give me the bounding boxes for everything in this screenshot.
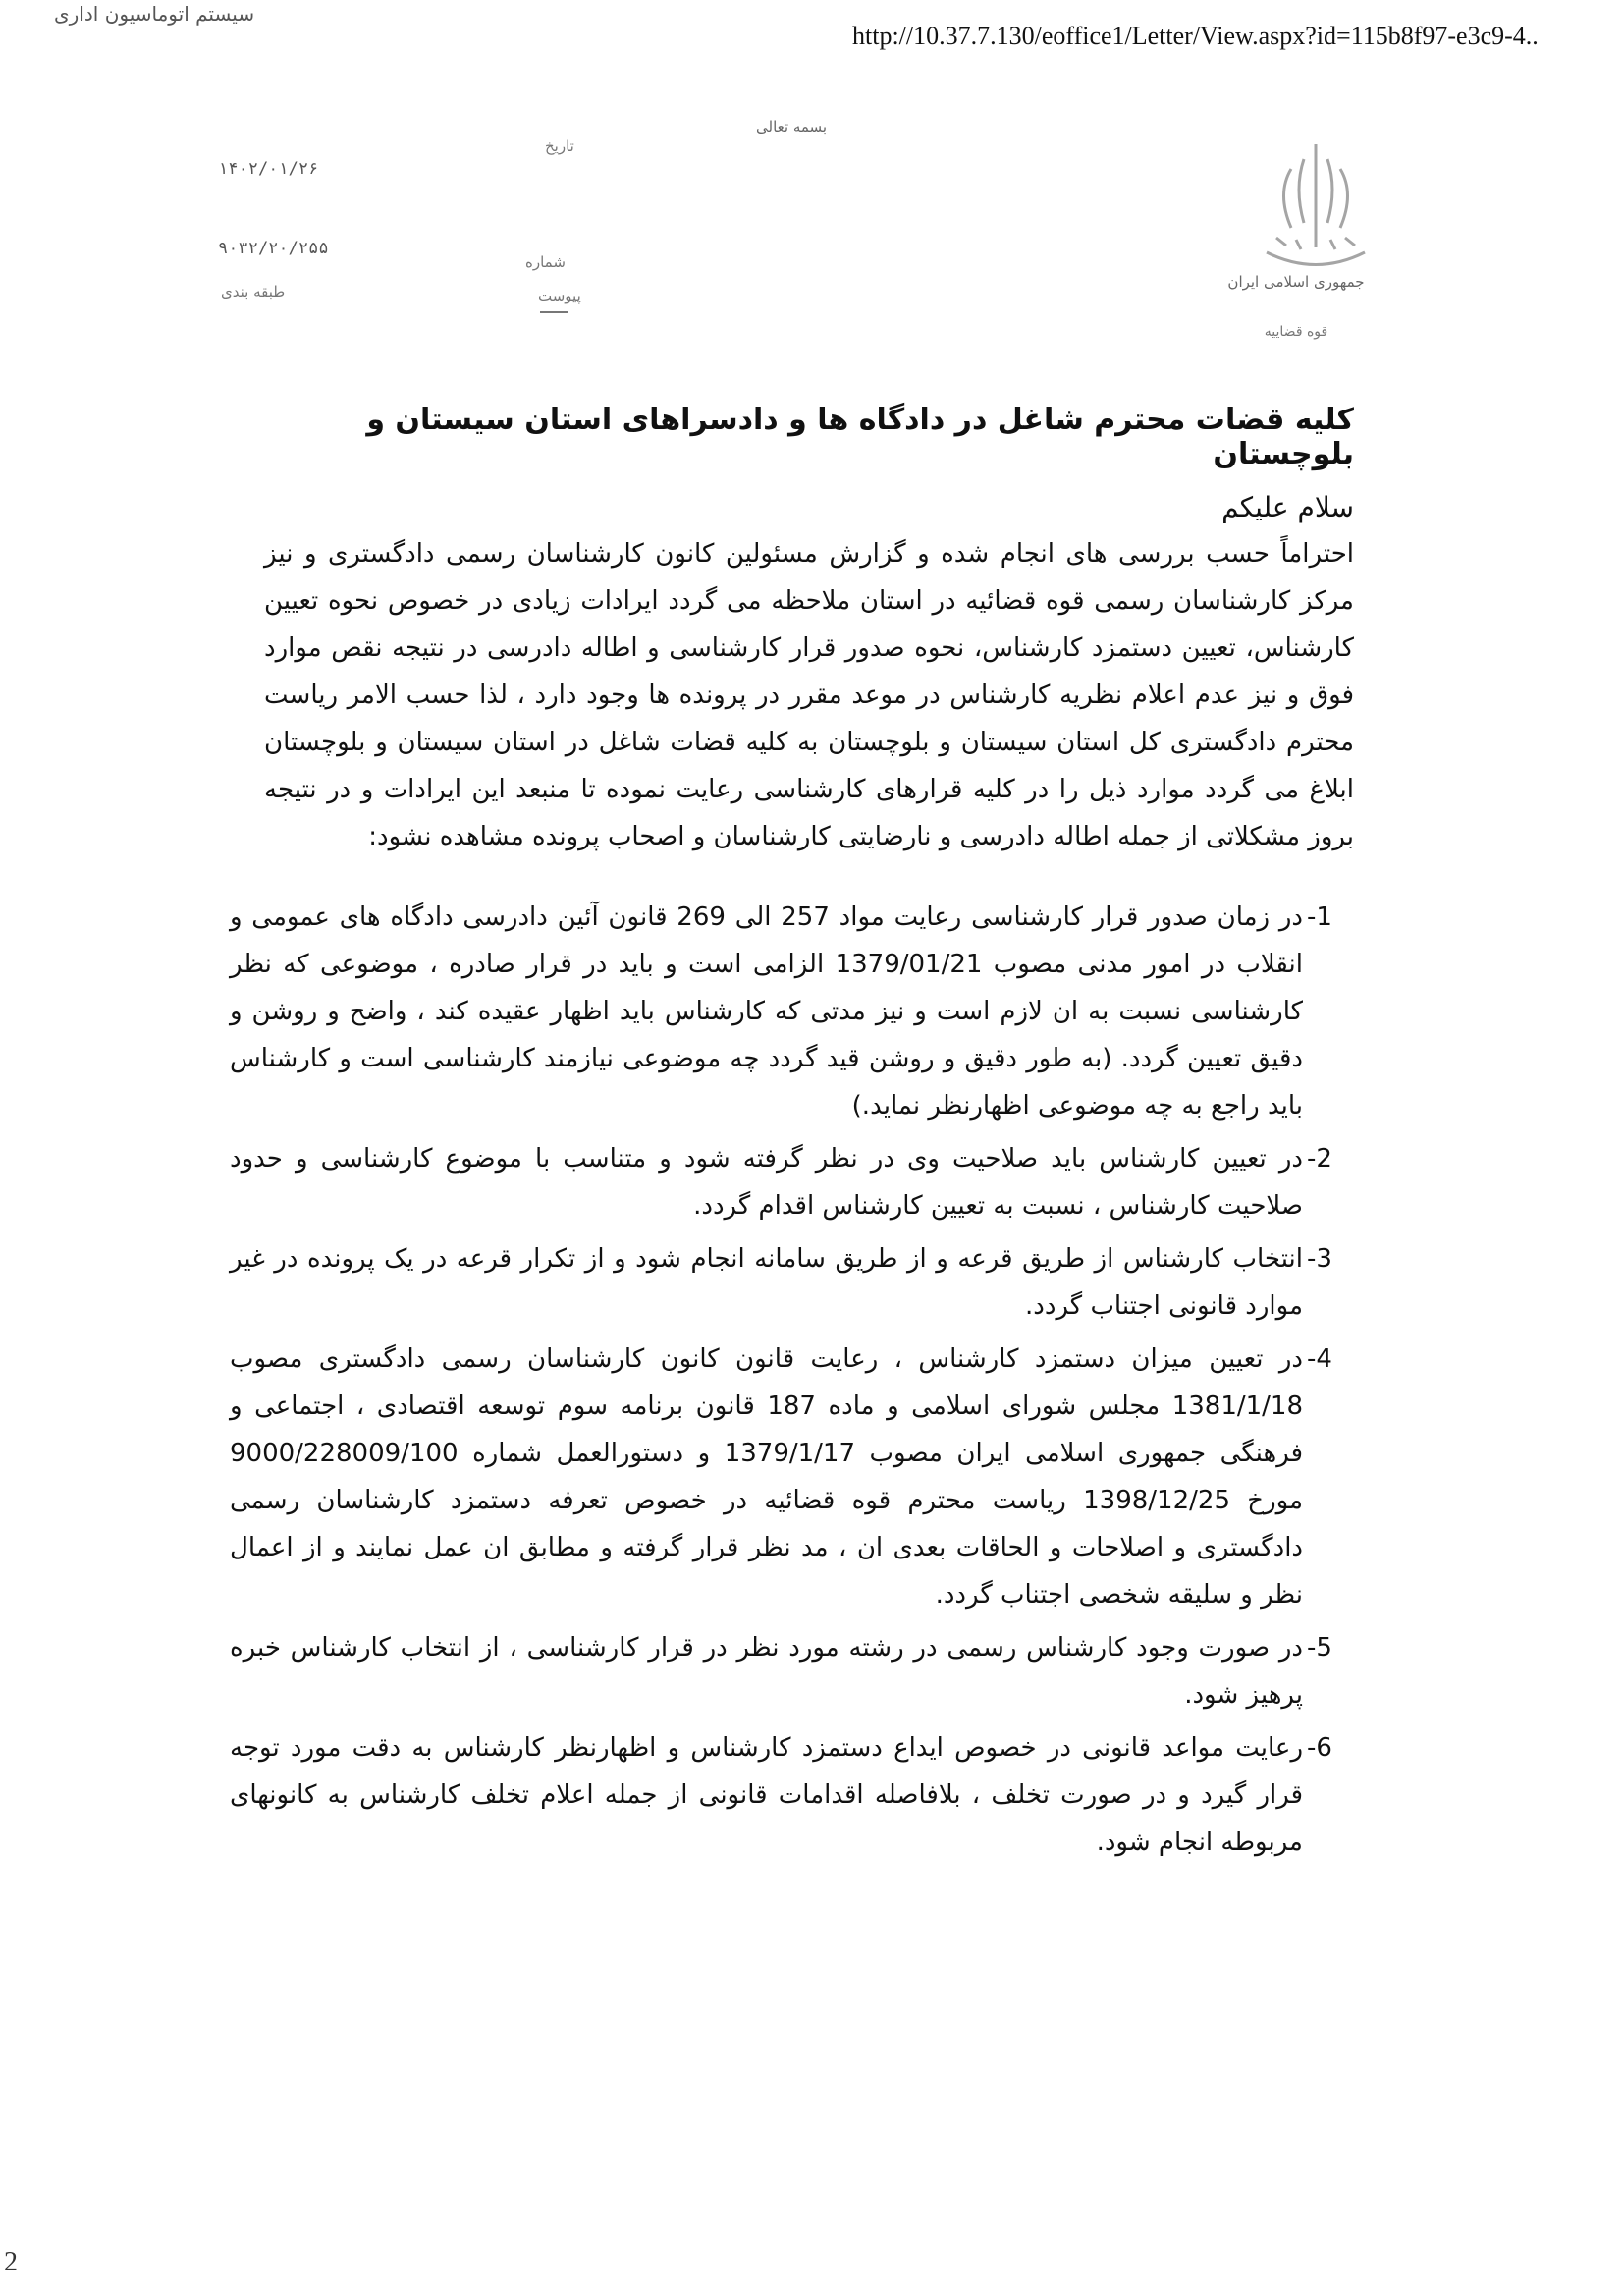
system-name: سیستم اتوماسیون اداری	[54, 2, 255, 26]
date-label: تاریخ	[545, 137, 574, 155]
list-item	[230, 894, 1354, 1129]
page-number: 2	[4, 2247, 18, 2277]
item-number: 1-	[1307, 902, 1332, 932]
item-text: رعایت مواعد قانونی در خصوص ایداع دستمزد کارشناس و اظهارنظر کارشناس به دقت مورد توجه قرار گیرد و در صورت تخلف ، بلافاصله اقدامات قانونی از جمله اعلام تخلف کارشناس به کانونهای مربوطه انجام شود.	[230, 1733, 1303, 1857]
basmala: بسمه تعالی	[756, 118, 828, 136]
attachment-dash	[540, 311, 568, 313]
list-item	[230, 1135, 1354, 1230]
item-text: در تعیین میزان دستمزد کارشناس ، رعایت قانون کانون کارشناسان رسمی دادگستری مصوب 1381/1/18 مجلس شورای اسلامی و ماده 187 قانون برنامه سوم توسعه اقتصادی ، اجتماعی و فرهنگی جمهوری اسلامی ایران مصوب 1379/1/17 و دستورالعمل شماره 9000/228009/100 مورخ 1398/12/25 ریاست محترم قوه قضائیه در خصوص تعرفه دستمزد کارشناسان رسمی دادگستری و اصلاحات و الحاقات بعدی ان ، مد نظر قرار گرفته و مطابق ان عمل نمایند و از اعمال نظر و سلیقه شخصی اجتناب گردد.	[230, 1344, 1304, 1610]
number-value: ۹۰۳۲/۲۰/۲۵۵	[218, 239, 329, 258]
recipient-line: کلیه قضات محترم شاغل در دادگاه ها و دادسراهای استان سیستان و بلوچستان	[366, 403, 1354, 471]
list-item	[230, 1336, 1354, 1618]
page-url: http://10.37.7.130/eoffice1/Letter/View.aspx?id=115b8f97-e3c9-4..	[852, 22, 1539, 50]
intro-paragraph: احتراماً حسب بررسی های انجام شده و گزارش مسئولین کانون کارشناسان رسمی دادگستری و نیز مرکز کارشناسان رسمی قوه قضائیه در استان ملاحظه می گردد ایرادات زیادی در خصوص نحوه تعیین کارشناس، تعیین دستمزد کارشناس، نحوه صدور قرار کارشناسی و اطاله دادرسی در نتیجه نقص موارد فوق و نیز عدم اعلام نظریه کارشناس در موعد مقرر در پرونده ها وجود دارد ، لذا حسب الامر ریاست محترم دادگستری کل استان سیستان و بلوچستان به کلیه قضات شاغل در استان سیستان و بلوچستان ابلاغ می گردد موارد ذیل را در کلیه قرارهای کارشناسی رعایت نموده تا منبعد این ایرادات و در نتیجه بروز مشکلاتی از جمله اطاله دادرسی و نارضایتی کارشناسان و اصحاب پرونده مشاهده نشود:	[264, 539, 1354, 851]
number-label: شماره	[525, 253, 566, 271]
classification-label: طبقه بندی	[221, 283, 286, 301]
item-text: در صورت وجود کارشناس رسمی در رشته مورد نظر در قرار کارشناسی ، از انتخاب کارشناس خبره پرهیز شود.	[230, 1633, 1303, 1710]
greeting: سلام علیکم	[1221, 491, 1354, 523]
item-number: 5-	[1307, 1633, 1332, 1663]
item-number: 6-	[1307, 1733, 1332, 1763]
country-name: جمهوری اسلامی ایران	[1227, 273, 1365, 291]
iran-emblem-icon	[1247, 130, 1384, 336]
item-text: در تعیین کارشناس باید صلاحیت وی در نظر گرفته شود و متناسب با موضوع کارشناسی و حدود صلاحیت کارشناس ، نسبت به تعیین کارشناس اقدام گردد.	[230, 1144, 1303, 1221]
item-number: 3-	[1307, 1244, 1332, 1274]
instruction-list	[230, 894, 1354, 1872]
list-item	[230, 1724, 1354, 1866]
attachment-label: پیوست	[538, 287, 581, 304]
list-item	[230, 1235, 1354, 1330]
date-value: ۱۴۰۲/۰۱/۲۶	[218, 159, 319, 179]
department-name: قوه قضاییه	[1264, 324, 1328, 340]
item-number: 2-	[1307, 1144, 1332, 1174]
item-text: در زمان صدور قرار کارشناسی رعایت مواد 257 الی 269 قانون آئین دادرسی دادگاه های عمومی و انقلاب در امور مدنی مصوب 1379/01/21 الزامی است و باید در قرار صادره ، موضوعی که نظر کارشناسی نسبت به ان لازم است و نیز مدتی که کارشناس باید اظهار عقیده کند ، واضح و روشن و دقیق تعیین گردد. (به طور دقیق و روشن قید گردد چه موضوعی نیازمند کارشناسی است و کارشناس باید راجع به چه موضوعی اظهارنظر نماید.)	[230, 902, 1303, 1121]
item-number: 4-	[1307, 1344, 1332, 1374]
item-text: انتخاب کارشناس از طریق قرعه و از طریق سامانه انجام شود و از تکرار قرعه در یک پرونده در غیر موارد قانونی اجتناب گردد.	[230, 1244, 1303, 1321]
list-item	[230, 1624, 1354, 1719]
